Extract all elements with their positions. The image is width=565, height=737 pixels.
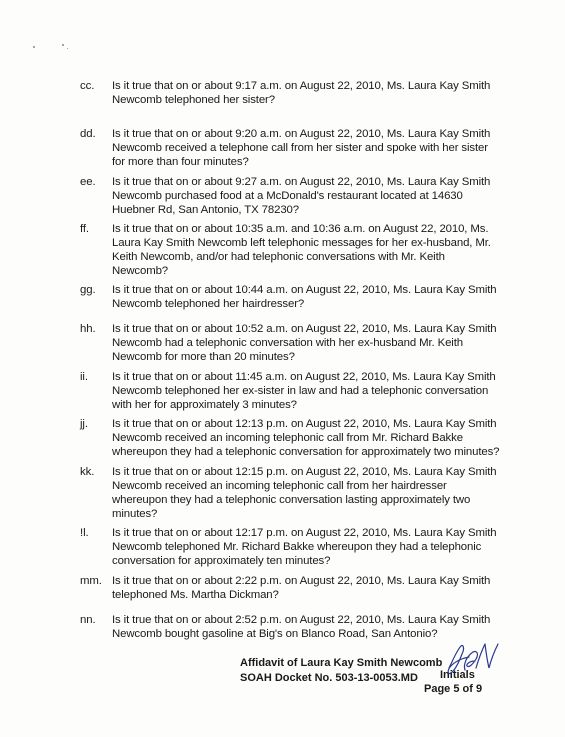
item-label: ee. bbox=[80, 176, 96, 188]
item-text-line: Is it true that on or about 9:20 a.m. on August 22, 2010, Ms. Laura Kay Smith bbox=[112, 128, 491, 140]
scan-speck bbox=[67, 48, 68, 49]
item-text bbox=[112, 417, 500, 459]
item-text-line: Is it true that on or about 12:17 p.m. on August 22, 2010, Ms. Laura Kay Smith bbox=[112, 527, 497, 539]
item-text-line: minutes? bbox=[112, 508, 158, 520]
item-text-line: Is it true that on or about 12:15 p.m. on August 22, 2010, Ms. Laura Kay Smith bbox=[112, 466, 497, 478]
item-text-line: Newcomb telephoned her hairdresser? bbox=[112, 298, 305, 310]
item-text bbox=[112, 526, 497, 568]
item-text-line: conversation for approximately ten minutes? bbox=[112, 555, 331, 567]
item-text bbox=[112, 222, 497, 278]
item-text-line: whereupon they had a telephonic conversation lasting approximately two bbox=[112, 494, 471, 506]
item-text bbox=[112, 370, 497, 412]
item-text-line: Is it true that on or about 12:13 p.m. on August 22, 2010, Ms. Laura Kay Smith bbox=[112, 418, 497, 430]
docket-number: SOAH Docket No. 503-13-0053.MD bbox=[240, 672, 418, 684]
initials-label: Initials bbox=[440, 669, 475, 681]
item-label: ff. bbox=[80, 223, 89, 235]
affidavit-title: Affidavit of Laura Kay Smith Newcomb bbox=[240, 657, 443, 669]
item-text-line: Newcomb received an incoming telephonic call from her hairdresser bbox=[112, 480, 447, 492]
item-text-line: Newcomb? bbox=[112, 265, 169, 277]
item-text-line: Newcomb received an incoming telephonic call from Mr. Richard Bakke bbox=[112, 432, 463, 444]
item-label: cc. bbox=[80, 80, 95, 92]
item-text-line: Keith Newcomb, and/or had telephonic conversations with Mr. Keith bbox=[112, 251, 445, 263]
item-text bbox=[112, 574, 497, 602]
item-text-line: Is it true that on or about 11:45 a.m. on August 22, 2010, Ms. Laura Kay Smith bbox=[112, 371, 496, 383]
item-text bbox=[112, 175, 497, 217]
initials-signature bbox=[443, 640, 503, 678]
item-text-line: Newcomb telephoned Mr. Richard Bakke whereupon they had a telephonic bbox=[112, 541, 482, 553]
item-text-line: Is it true that on or about 9:27 a.m. on August 22, 2010, Ms. Laura Kay Smith bbox=[112, 176, 491, 188]
item-text-line: Is it true that on or about 10:44 a.m. on August 22, 2010, Ms. Laura Kay Smith bbox=[112, 284, 497, 296]
item-text-line: Is it true that on or about 10:52 a.m. on August 22, 2010, Ms. Laura Kay Smith bbox=[112, 323, 497, 335]
item-text bbox=[112, 283, 497, 311]
item-label: dd. bbox=[80, 128, 96, 140]
item-text-line: with her for approximately 3 minutes? bbox=[112, 399, 297, 411]
item-text-line: Newcomb received a telephone call from her sister and spoke with her sister bbox=[112, 142, 488, 154]
item-text-line: Newcomb telephoned her ex-sister in law and had a telephonic conversation bbox=[112, 385, 489, 397]
item-text-line: Newcomb had a telephonic conversation with her ex-husband Mr. Keith bbox=[112, 337, 463, 349]
item-text-line: Is it true that on or about 9:17 a.m. on August 22, 2010, Ms. Laura Kay Smith bbox=[112, 80, 491, 92]
page-number: Page 5 of 9 bbox=[424, 683, 483, 695]
item-label: hh. bbox=[80, 323, 96, 335]
item-label: mm. bbox=[80, 575, 102, 587]
item-text-line: Newcomb for more than 20 minutes? bbox=[112, 351, 295, 363]
item-text-line: Is it true that on or about 2:22 p.m. on August 22, 2010, Ms. Laura Kay Smith bbox=[112, 575, 491, 587]
item-label: ii. bbox=[80, 371, 88, 383]
item-text bbox=[112, 127, 497, 169]
item-text bbox=[112, 465, 497, 521]
item-label: jj. bbox=[80, 418, 88, 430]
item-text-line: for more than four minutes? bbox=[112, 156, 249, 168]
item-label: !l. bbox=[80, 527, 89, 539]
scan-speck bbox=[62, 44, 64, 46]
item-text-line: Huebner Rd, San Antonio, TX 78230? bbox=[112, 204, 299, 216]
item-text bbox=[112, 322, 497, 364]
item-label: kk. bbox=[80, 466, 95, 478]
item-label: nn. bbox=[80, 614, 96, 626]
item-label: gg. bbox=[80, 284, 96, 296]
item-text-line: Newcomb bought gasoline at Big's on Blanco Road, San Antonio? bbox=[112, 628, 438, 640]
affidavit-footer bbox=[240, 656, 540, 716]
item-text-line: Newcomb telephoned her sister? bbox=[112, 94, 275, 106]
item-text-line: Newcomb purchased food at a McDonald's restaurant located at 14630 bbox=[112, 190, 463, 202]
item-text bbox=[112, 613, 497, 641]
scan-speck bbox=[33, 46, 35, 48]
item-text-line: whereupon they had a telephonic conversation for approximately two minutes? bbox=[112, 446, 500, 458]
item-text-line: Laura Kay Smith Newcomb left telephonic messages for her ex-husband, Mr. bbox=[112, 237, 491, 249]
item-text bbox=[112, 79, 497, 107]
item-text-line: telephoned Ms. Martha Dickman? bbox=[112, 589, 279, 601]
item-text-line: Is it true that on or about 10:35 a.m. and 10:36 a.m. on August 22, 2010, Ms. bbox=[112, 223, 489, 235]
item-text-line: Is it true that on or about 2:52 p.m. on August 22, 2010, Ms. Laura Kay Smith bbox=[112, 614, 491, 626]
